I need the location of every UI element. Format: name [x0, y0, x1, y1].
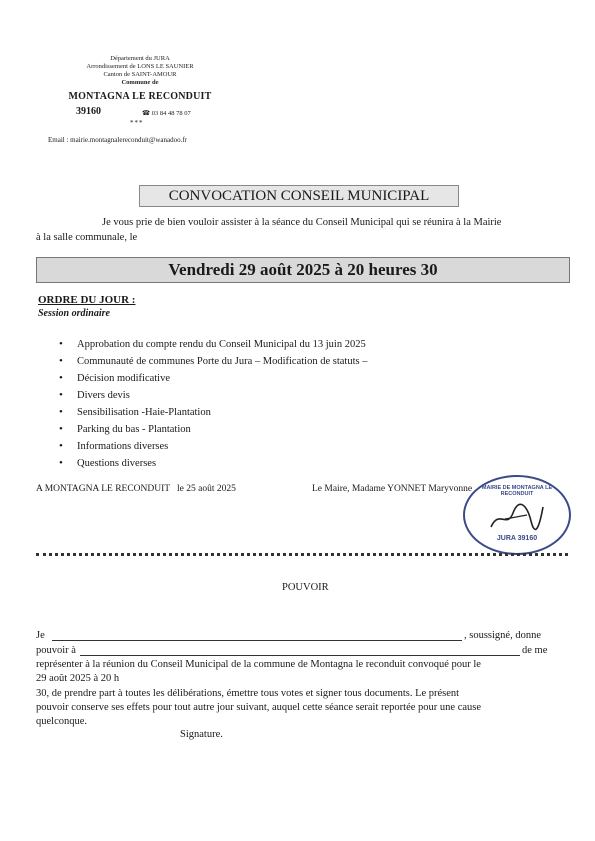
agenda-heading: ORDRE DU JOUR :: [38, 294, 136, 306]
place-date: A MONTAGNA LE RECONDUIT le 25 août 2025: [36, 484, 236, 494]
stamp-bottom-text: JURA 39160: [496, 535, 538, 542]
pouvoir-de-me-label: de me: [522, 645, 548, 656]
agenda-item: • Communauté de communes Porte du Jura – Modification de statuts –: [59, 353, 539, 370]
meeting-date: Vendredi 29 août 2025 à 20 heures 30: [36, 257, 570, 283]
agenda-item: • Questions diverses: [59, 455, 539, 472]
mayor-name: Le Maire, Madame YONNET Maryvonne: [312, 484, 473, 494]
postcode: 39160: [76, 106, 101, 117]
commune-name: MONTAGNA LE RECONDUIT: [68, 91, 212, 102]
pouvoir-line-4: 29 août 2025 à 20 h: [36, 673, 120, 684]
arrondissement-line: Arrondissement de LONS LE SAUNIER: [86, 63, 194, 70]
email-address: Email : mairie.montagnalereconduit@wanadoo.fr: [48, 136, 188, 144]
signature-scribble-icon: [487, 499, 547, 535]
canton-line: Canton de SAINT-AMOUR: [103, 71, 177, 78]
agenda-item: • Divers devis: [59, 387, 539, 404]
name-blank-line[interactable]: [52, 640, 462, 641]
official-stamp: [463, 475, 571, 555]
intro-line-2: à la salle communale, le: [36, 232, 138, 243]
pouvoir-soussigne-label: , soussigné, donne: [464, 630, 541, 641]
agenda-session: Session ordinaire: [38, 308, 110, 319]
proxy-blank-line[interactable]: [80, 655, 520, 656]
agenda-item: • Informations diverses: [59, 438, 539, 455]
pouvoir-line-5: 30, de prendre part à toutes les délibérations, émettre tous votes et signer tous documents. Le présent: [36, 688, 460, 699]
department-line: Département du JURA: [110, 55, 170, 62]
pouvoir-line-3: représenter à la réunion du Conseil Municipal de la commune de Montagna le reconduit convoqué pour le: [36, 659, 481, 670]
phone-number: ☎ 03 84 48 78 07: [142, 110, 191, 117]
commune-label: Commune de: [121, 79, 159, 86]
agenda-list: [59, 336, 539, 472]
pouvoir-line-6: pouvoir conserve ses effets pour tout autre jour suivant, auquel cette séance serait reportée pour une cause: [36, 702, 482, 713]
pouvoir-je-label: Je: [36, 630, 45, 641]
pouvoir-title: POUVOIR: [282, 582, 329, 593]
agenda-item: • Sensibilisation -Haie-Plantation: [59, 404, 539, 421]
pouvoir-line-7: quelconque.: [36, 716, 88, 727]
agenda-item: • Décision modificative: [59, 370, 539, 387]
agenda-item: • Parking du bas - Plantation: [59, 421, 539, 438]
stamp-top-text: MAIRIE DE MONTAGNA LE RECONDUIT: [481, 485, 553, 497]
header-stars: ***: [130, 119, 144, 127]
signature-label: Signature.: [180, 729, 223, 740]
pouvoir-a-label: pouvoir à: [36, 645, 76, 656]
page-title: CONVOCATION CONSEIL MUNICIPAL: [139, 185, 459, 207]
agenda-item: • Approbation du compte rendu du Conseil Municipal du 13 juin 2025: [59, 336, 539, 353]
cut-line-divider: [36, 553, 568, 556]
intro-line-1: Je vous prie de bien vouloir assister à la séance du Conseil Municipal qui se réunira à la Mairie: [102, 217, 502, 228]
